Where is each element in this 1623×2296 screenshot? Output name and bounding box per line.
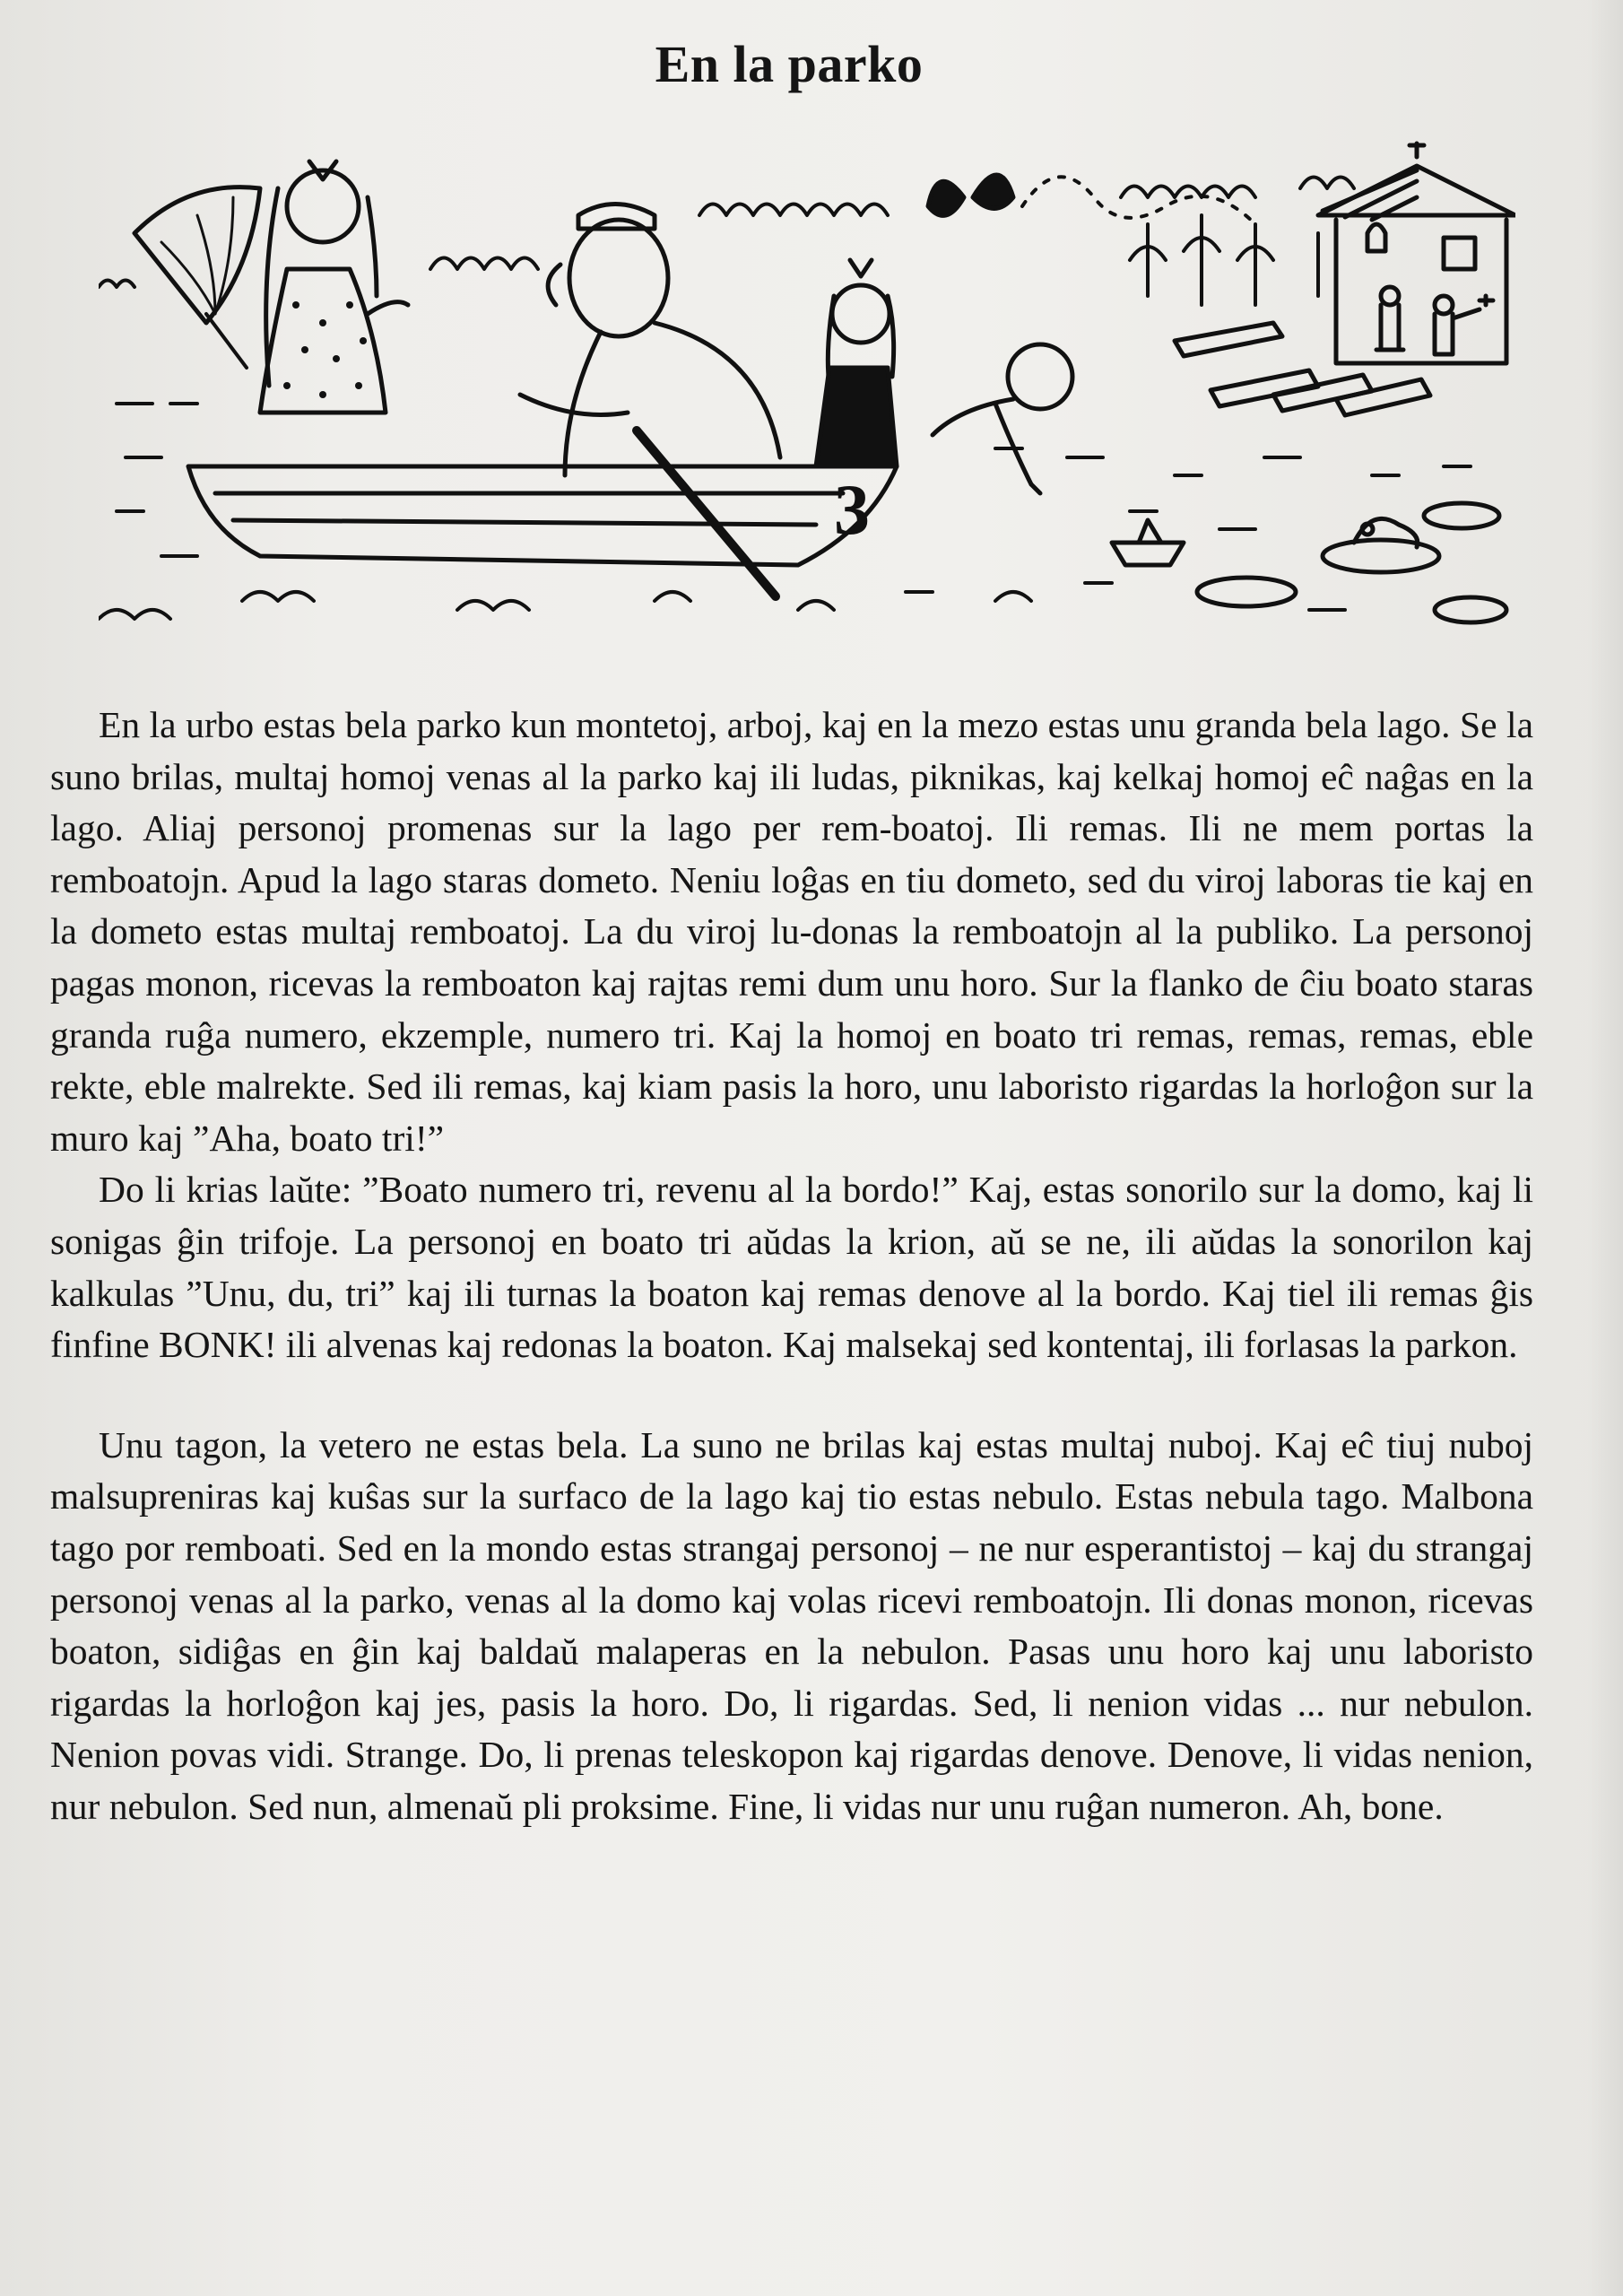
page-title: En la parko <box>655 35 924 93</box>
water-ripples-drawing <box>99 404 1471 619</box>
boat-number: 3 <box>834 471 870 550</box>
page-edge-shadow <box>1587 0 1623 2296</box>
paragraph-1: En la urbo estas bela parko kun montetoj, arboj, kaj en la mezo estas unu granda bela lago. Se la suno brilas, multaj homoj venas al la parko kaj ili ludas, piknikas, kaj kelkaj homoj eĉ naĝas en la lago. Aliaj personoj promenas sur la lago per rem-boatoj. Ili remas. Ili ne mem portas la remboatojn. Apud la lago staras dometo. Neniu loĝas en tiu dometo, sed du viroj laboras tie kaj en la dometo estas multaj remboatoj. La du viroj lu-donas la remboatojn al la publiko. La personoj pagas monon, ricevas la remboaton kaj rajtas remi dum unu horo. Sur la flanko de ĉiu boato staras granda ruĝa numero, ekzemple, numero tri. Kaj la homoj en boato tri remas, remas, remas, eble rekte, eble malrekte. Sed ili remas, kaj kiam pasis la horo, unu laboristo rigardas la horloĝon sur la muro kaj ”Aha, boato tri!” <box>50 704 1533 1159</box>
docked-boats-drawing <box>1175 323 1430 415</box>
park-lake-illustration <box>99 135 1515 637</box>
boathouse-drawing <box>1318 144 1515 363</box>
paper-boat-drawing <box>1112 520 1184 565</box>
paragraph-2: Do li krias laŭte: ”Boato numero tri, revenu al la bordo!” Kaj, estas sonorilo sur la domo, kaj li sonigas ĝin trifoje. La personoj en boato tri aŭdas la krion, aŭ se ne, ili aŭdas la sonorilon kaj kalkulas ”Unu, du, tri” kaj ili turnas la boaton kaj remas denove al la bordo. Kaj tiel ili remas ĝis finfine BONK! ili alvenas kaj redonas la boaton. Kaj malsekaj sed kontentaj, ili forlasas la parkon. <box>50 1169 1533 1366</box>
frog-and-lily-pads-drawing <box>1197 503 1506 622</box>
rowboat-drawing <box>188 466 897 565</box>
rowing-man-drawing <box>520 204 780 597</box>
paragraph-3: Unu tagon, la vetero ne estas bela. La suno ne brilas kaj estas multaj nuboj. Kaj eĉ tiuj nuboj malsupreniras kaj kuŝas sur la surfaco de la lago kaj tio estas nebulo. Estas nebula tago. Malbona tago por remboati. Sed en la mondo estas strangaj personoj – ne nur esperantistoj – kaj du strangaj personoj venas al la parko, venas al la domo kaj volas ricevi remboatojn. Ili donas monon, ricevas boaton, sidiĝas en ĝin kaj baldaŭ malaperas en la nebulon. Pasas unu horo kaj unu laboristo rigardas la horloĝon kaj jes, pasis la horo. Do, li rigardas. Sed, li nenion vidas ... nur nebulon. Nenion povas vidi. Strange. Do, li prenas teleskopon kaj rigardas denove. Denove, li vidas nenion, nur nebulon. Sed nun, almenaŭ pli proksime. Fine, li vidas nur unu ruĝan numeron. Ah, bone. <box>50 1423 1533 1827</box>
story-text <box>50 700 1533 1832</box>
butterfly-drawing <box>928 175 1255 224</box>
boy-drawing <box>933 344 1072 493</box>
girl-drawing <box>816 260 897 466</box>
woman-with-parasol-drawing <box>135 161 408 413</box>
